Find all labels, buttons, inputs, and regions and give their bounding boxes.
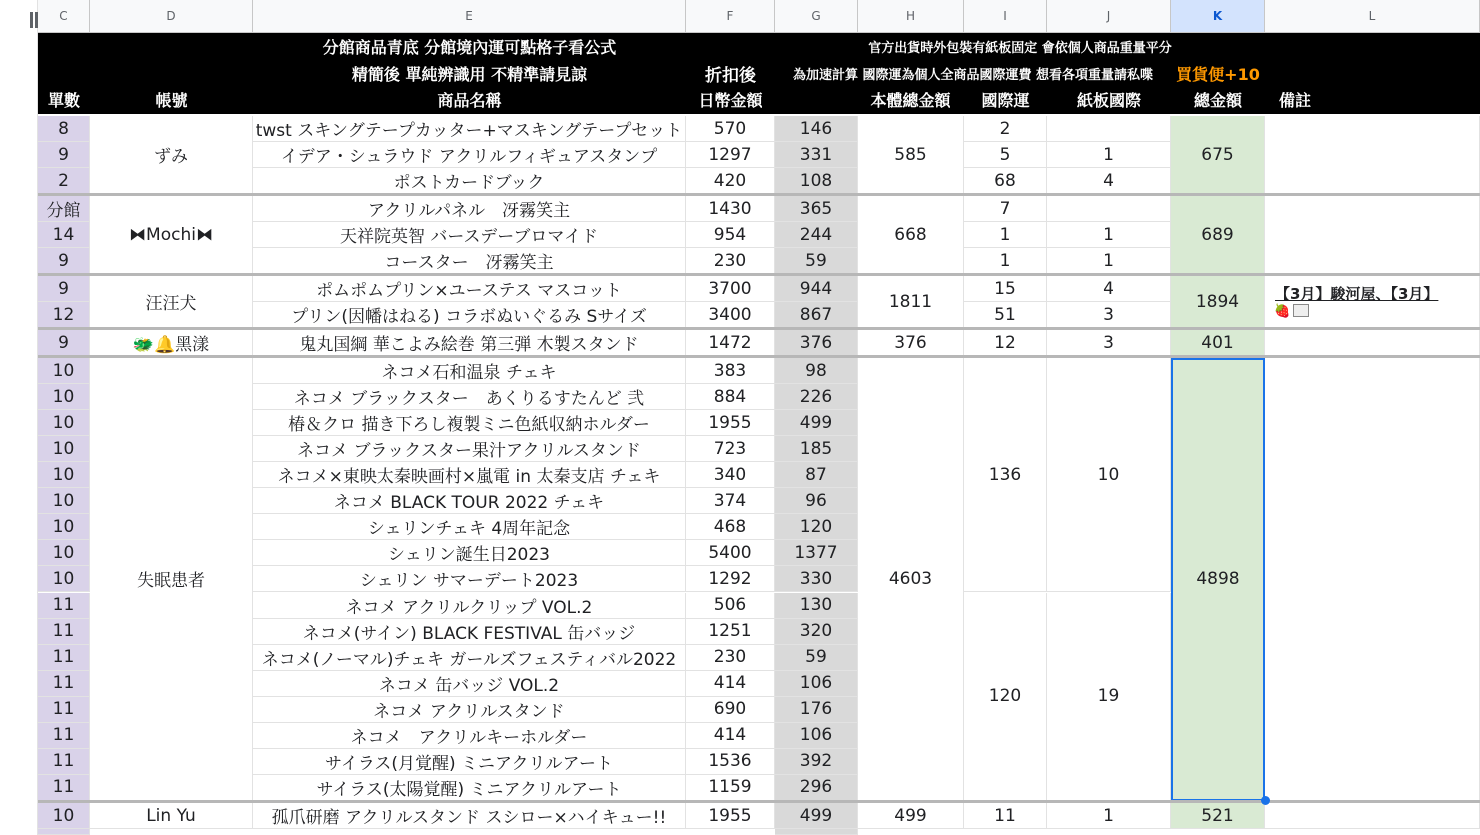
jpy-price-cell[interactable]: 1251 (686, 619, 775, 645)
product-name-cell[interactable]: サイラス(太陽覚醒) ミニアクリルアート (253, 775, 686, 801)
qty-cell[interactable]: 11 (38, 671, 90, 697)
qty-cell[interactable]: 11 (38, 723, 90, 749)
board-shipping-cell[interactable]: 1 (1047, 222, 1171, 248)
account-cell[interactable]: 失眠患者 (90, 358, 253, 801)
column-header-g[interactable]: G (775, 0, 858, 33)
twd-price-cell[interactable]: 1377 (775, 540, 858, 566)
product-name-cell[interactable]: ネコメ アクリルキーホルダー (253, 723, 686, 749)
intl-shipping-cell[interactable]: 12 (964, 330, 1047, 356)
product-name-cell[interactable]: アクリルパネル 冴霧笑主 (253, 196, 686, 222)
product-name-cell[interactable]: ネコメ(サイン) BLACK FESTIVAL 缶バッジ (253, 619, 686, 645)
jpy-price-cell[interactable]: 383 (686, 358, 775, 384)
twd-price-cell[interactable]: 330 (775, 566, 858, 592)
header-total: 總金額 (1193, 91, 1242, 110)
product-name-cell[interactable]: ネコメ(ノーマル)チェキ ガールズフェスティバル2022 (253, 645, 686, 671)
intl-shipping-cell[interactable]: 136 (964, 358, 1047, 592)
remarks-cell[interactable] (1265, 358, 1480, 801)
strawberry-icon: 🍓 (1274, 304, 1291, 319)
twd-price-cell[interactable]: 296 (775, 775, 858, 801)
product-name-cell[interactable]: シェリン誕生日2023 (253, 540, 686, 566)
board-shipping-cell[interactable] (1047, 196, 1171, 222)
qty-cell[interactable]: 10 (38, 410, 90, 436)
column-header-l[interactable]: L (1265, 0, 1480, 33)
header-product-name: 商品名稱 (437, 91, 502, 110)
jpy-price-cell[interactable]: 723 (686, 436, 775, 462)
jpy-price-cell[interactable]: 1536 (686, 749, 775, 775)
qty-cell[interactable]: 10 (38, 358, 90, 384)
qty-cell[interactable]: 9 (38, 330, 90, 356)
column-header-k[interactable]: K (1171, 0, 1265, 33)
board-shipping-cell[interactable]: 4 (1047, 168, 1171, 194)
header-discount-label: 折扣後 (705, 66, 756, 86)
twd-price-cell[interactable]: 98 (775, 358, 858, 384)
product-name-cell[interactable]: ポストカードブック (253, 168, 686, 194)
qty-cell[interactable]: 11 (38, 593, 90, 619)
twd-price-cell[interactable]: 244 (775, 222, 858, 248)
jpy-price-cell[interactable]: 1472 (686, 330, 775, 356)
intl-shipping-cell[interactable]: 68 (964, 168, 1047, 194)
jpy-price-cell[interactable]: 1955 (686, 803, 775, 829)
jpy-price-cell[interactable]: 340 (686, 462, 775, 488)
qty-cell[interactable]: 14 (38, 222, 90, 248)
qty-cell[interactable]: 11 (38, 645, 90, 671)
total-amount-cell[interactable]: 4898 (1171, 358, 1265, 801)
twd-price-cell[interactable]: 108 (775, 168, 858, 194)
jpy-price-cell[interactable]: 1292 (686, 566, 775, 592)
jpy-price-cell[interactable]: 414 (686, 723, 775, 749)
column-header-h[interactable]: H (858, 0, 964, 33)
board-shipping-cell[interactable]: 1 (1047, 248, 1171, 274)
account-cell[interactable]: 汪汪犬 (90, 276, 253, 328)
subtotal-cell[interactable]: 4603 (858, 358, 964, 801)
twd-price-cell[interactable]: 120 (775, 514, 858, 540)
qty-cell[interactable]: 9 (38, 248, 90, 274)
product-name-cell[interactable]: シェリンチェキ 4周年記念 (253, 514, 686, 540)
jpy-price-cell[interactable]: 414 (686, 671, 775, 697)
twd-price-cell[interactable]: 96 (775, 488, 858, 514)
header-account: 帳號 (155, 91, 188, 110)
product-name-cell[interactable]: 椿＆クロ 描き下ろし複製ミニ色紙収納ホルダー (253, 410, 686, 436)
jpy-price-cell[interactable]: 570 (686, 116, 775, 142)
intl-shipping-cell[interactable]: 51 (964, 302, 1047, 328)
qty-cell[interactable]: 10 (38, 803, 90, 829)
product-name-cell[interactable]: ネコメ ブラックスター果汁アクリルスタンド (253, 436, 686, 462)
header-product-note: 分館商品青底 分館境內運可點格子看公式 (322, 38, 617, 57)
product-name-cell[interactable]: 鬼丸国綱 華こよみ絵巻 第三弾 木製スタンド (253, 330, 686, 356)
total-amount-cell[interactable]: 675 (1171, 116, 1265, 194)
qty-cell[interactable]: 11 (38, 749, 90, 775)
qty-cell[interactable]: 10 (38, 462, 90, 488)
remarks-cell[interactable] (1265, 330, 1480, 356)
remarks-cell[interactable] (1265, 116, 1480, 194)
product-name-cell[interactable]: サイラス(月覚醒) ミニアクリルアート (253, 749, 686, 775)
total-amount-cell[interactable]: 521 (1171, 803, 1265, 829)
account-cell[interactable]: ⧓Mochi⧓ (90, 196, 253, 274)
twd-price-cell[interactable]: 365 (775, 196, 858, 222)
intl-shipping-cell[interactable]: 7 (964, 196, 1047, 222)
total-amount-cell[interactable]: 1894 (1171, 276, 1265, 328)
qty-cell[interactable]: 2 (38, 168, 90, 194)
column-header-f[interactable]: F (686, 0, 775, 33)
header-jpy: 日幣金額 (698, 91, 763, 110)
qty-cell[interactable]: 分館 (38, 196, 90, 222)
jpy-price-cell[interactable]: 1430 (686, 196, 775, 222)
product-name-cell[interactable]: プリン(因幡はねる) コラボぬいぐるみ Sサイズ (253, 302, 686, 328)
product-name-cell[interactable]: twst スキングテープカッター+マスキングテープセット (253, 116, 686, 142)
next-row-stub (38, 829, 90, 835)
twd-price-cell[interactable]: 59 (775, 645, 858, 671)
qty-cell[interactable]: 11 (38, 775, 90, 801)
product-name-cell[interactable]: シェリン サマーデート2023 (253, 566, 686, 592)
twd-price-cell[interactable]: 392 (775, 749, 858, 775)
twd-price-cell[interactable]: 106 (775, 671, 858, 697)
total-amount-cell[interactable]: 401 (1171, 330, 1265, 356)
freeze-handle[interactable] (30, 12, 38, 28)
jpy-price-cell[interactable]: 374 (686, 488, 775, 514)
news-icon (1293, 304, 1309, 317)
header-simplified-note: 精簡後 單純辨識用 不精準請見諒 (351, 65, 588, 84)
jpy-price-cell[interactable]: 690 (686, 697, 775, 723)
account-cell[interactable]: ずみ (90, 116, 253, 194)
twd-price-cell[interactable]: 331 (775, 142, 858, 168)
jpy-price-cell[interactable]: 884 (686, 384, 775, 410)
twd-price-cell[interactable]: 376 (775, 330, 858, 356)
jpy-price-cell[interactable]: 3700 (686, 276, 775, 302)
jpy-price-cell[interactable]: 1297 (686, 142, 775, 168)
next-row-stub (775, 829, 858, 835)
product-name-cell[interactable]: ネコメ ブラックスター あくりるすたんど 弐 (253, 384, 686, 410)
product-name-cell[interactable]: ネコメ 缶バッジ VOL.2 (253, 671, 686, 697)
column-header-e[interactable]: E (253, 0, 686, 33)
jpy-price-cell[interactable]: 230 (686, 248, 775, 274)
intl-shipping-cell[interactable]: 1 (964, 222, 1047, 248)
column-header-i[interactable]: I (964, 0, 1047, 33)
product-name-cell[interactable]: ネコメ×東映太秦映画村×嵐電 in 太秦支店 チェキ (253, 462, 686, 488)
jpy-price-cell[interactable]: 954 (686, 222, 775, 248)
twd-price-cell[interactable]: 499 (775, 410, 858, 436)
row-header-gutter (0, 0, 38, 835)
qty-cell[interactable]: 10 (38, 384, 90, 410)
header-subtotal: 本體總金額 (870, 91, 951, 110)
twd-price-cell[interactable]: 320 (775, 619, 858, 645)
subtotal-cell[interactable]: 376 (858, 330, 964, 356)
jpy-price-cell[interactable]: 1159 (686, 775, 775, 801)
intl-shipping-cell[interactable]: 15 (964, 276, 1047, 302)
intl-shipping-cell[interactable]: 120 (964, 593, 1047, 801)
twd-price-cell[interactable]: 226 (775, 384, 858, 410)
jpy-price-cell[interactable]: 5400 (686, 540, 775, 566)
intl-shipping-cell[interactable]: 2 (964, 116, 1047, 142)
twd-price-cell[interactable]: 87 (775, 462, 858, 488)
board-shipping-cell[interactable]: 10 (1047, 358, 1171, 592)
twd-price-cell[interactable]: 867 (775, 302, 858, 328)
remarks-cell[interactable] (1265, 196, 1480, 274)
header-qty: 單數 (47, 91, 80, 110)
column-header-c[interactable]: C (38, 0, 90, 33)
board-shipping-cell[interactable] (1047, 116, 1171, 142)
qty-cell[interactable]: 11 (38, 697, 90, 723)
product-name-cell[interactable]: ネコメ アクリルクリップ VOL.2 (253, 593, 686, 619)
header-board: 紙板國際 (1076, 91, 1141, 110)
twd-price-cell[interactable]: 146 (775, 116, 858, 142)
twd-price-cell[interactable]: 176 (775, 697, 858, 723)
header-speed-note: 為加速計算 國際運為個人全商品國際運費 想看各項重量請私喋 (792, 68, 1154, 83)
board-shipping-cell[interactable]: 1 (1047, 803, 1171, 829)
account-cell[interactable]: Lin Yu (90, 803, 253, 829)
intl-shipping-cell[interactable]: 5 (964, 142, 1047, 168)
product-name-cell[interactable]: ネコメ アクリルスタンド (253, 697, 686, 723)
header-remarks: 備註 (1279, 91, 1312, 110)
column-header-d[interactable]: D (90, 0, 253, 33)
account-cell[interactable]: 🐲🔔黑漾 (90, 330, 253, 356)
board-shipping-cell[interactable]: 19 (1047, 593, 1171, 801)
product-name-cell[interactable]: ポムポムプリン×ユーステス マスコット (253, 276, 686, 302)
board-shipping-cell[interactable]: 3 (1047, 330, 1171, 356)
remarks-cell[interactable] (1265, 803, 1480, 829)
twd-price-cell[interactable]: 130 (775, 593, 858, 619)
jpy-price-cell[interactable]: 1955 (686, 410, 775, 436)
qty-cell[interactable]: 10 (38, 488, 90, 514)
product-name-cell[interactable]: 孤爪研磨 アクリルスタンド スシロー×ハイキュー!! (253, 803, 686, 829)
product-name-cell[interactable]: ネコメ石和温泉 チェキ (253, 358, 686, 384)
twd-price-cell[interactable]: 185 (775, 436, 858, 462)
subtotal-cell[interactable]: 1811 (858, 276, 964, 328)
qty-cell[interactable]: 10 (38, 436, 90, 462)
qty-cell[interactable]: 10 (38, 566, 90, 592)
board-shipping-cell[interactable]: 1 (1047, 142, 1171, 168)
product-name-cell[interactable]: イデア・シュラウド アクリルフィギュアスタンプ (253, 142, 686, 168)
qty-cell[interactable]: 10 (38, 540, 90, 566)
column-header-j[interactable]: J (1047, 0, 1171, 33)
qty-cell[interactable]: 12 (38, 302, 90, 328)
intl-shipping-cell[interactable]: 11 (964, 803, 1047, 829)
header-intl: 國際運 (981, 91, 1030, 110)
twd-price-cell[interactable]: 499 (775, 803, 858, 829)
twd-price-cell[interactable]: 106 (775, 723, 858, 749)
product-name-cell[interactable]: ネコメ BLACK TOUR 2022 チェキ (253, 488, 686, 514)
qty-cell[interactable]: 11 (38, 619, 90, 645)
jpy-price-cell[interactable]: 506 (686, 593, 775, 619)
intl-shipping-cell[interactable]: 1 (964, 248, 1047, 274)
total-amount-cell[interactable]: 689 (1171, 196, 1265, 274)
product-name-cell[interactable]: 天祥院英智 バースデーブロマイド (253, 222, 686, 248)
twd-price-cell[interactable]: 944 (775, 276, 858, 302)
subtotal-cell[interactable]: 499 (858, 803, 964, 829)
product-name-cell[interactable]: コースター 冴霧笑主 (253, 248, 686, 274)
qty-cell[interactable]: 9 (38, 276, 90, 302)
board-shipping-cell[interactable]: 4 (1047, 276, 1171, 302)
twd-price-cell[interactable]: 59 (775, 248, 858, 274)
jpy-price-cell[interactable]: 468 (686, 514, 775, 540)
selection-fill-handle[interactable] (1261, 796, 1270, 805)
remark-link[interactable]: 【3月】駿河屋、【3月】 (1275, 285, 1439, 303)
jpy-price-cell[interactable]: 420 (686, 168, 775, 194)
jpy-price-cell[interactable]: 3400 (686, 302, 775, 328)
subtotal-cell[interactable]: 585 (858, 116, 964, 194)
board-shipping-cell[interactable]: 3 (1047, 302, 1171, 328)
qty-cell[interactable]: 8 (38, 116, 90, 142)
qty-cell[interactable]: 9 (38, 142, 90, 168)
subtotal-cell[interactable]: 668 (858, 196, 964, 274)
jpy-price-cell[interactable]: 230 (686, 645, 775, 671)
qty-cell[interactable]: 10 (38, 514, 90, 540)
header-shipping-note: 官方出貨時外包裝有紙板固定 會依個人商品重量平分 (868, 41, 1172, 56)
header-buy-bonus: 買貨便+10 (1176, 65, 1260, 84)
